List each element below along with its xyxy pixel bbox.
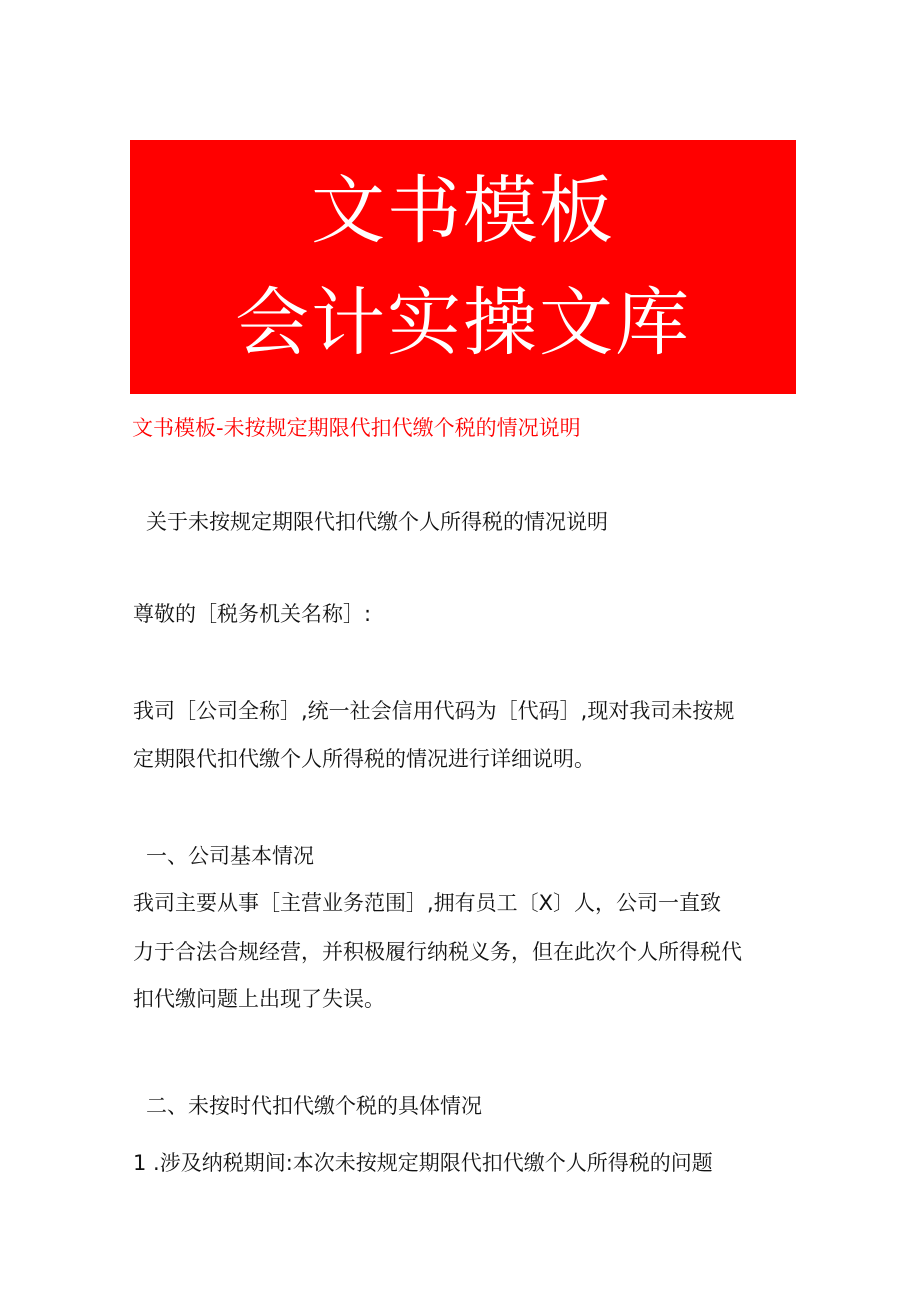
section1-line-2: 力于合法合规经营，并积极履行纳税义务，但在此次个人所得税代 <box>133 940 742 964</box>
section1-line-3: 扣代缴问题上出现了失误。 <box>133 987 385 1011</box>
intro-line-2: 定期限代扣代缴个人所得税的情况进行详细说明。 <box>133 747 595 771</box>
section1-heading: 一、公司基本情况 <box>146 844 314 868</box>
document-title: 关于未按规定期限代扣代缴个人所得税的情况说明 <box>146 510 608 534</box>
title-banner <box>130 140 796 394</box>
section2-heading: 二、未按时代扣代缴个税的具体情况 <box>146 1094 482 1118</box>
banner-title-line2: 会计实操文库 <box>235 280 691 366</box>
intro-line-1: 我司［公司全称］,统一社会信用代码为［代码］,现对我司未按规 <box>133 699 735 723</box>
salutation: 尊敬的［税务机关名称］: <box>133 602 372 626</box>
section2-item-1: 1 .涉及纳税期间:本次未按规定期限代扣代缴个人所得税的问题 <box>133 1151 713 1175</box>
section1-line-1: 我司主要从事［主营业务范围］,拥有员工〔X〕人，公司一直致 <box>133 891 722 915</box>
banner-title-line1: 文书模板 <box>311 168 615 254</box>
document-header: 文书模板-未按规定期限代扣代缴个税的情况说明 <box>132 416 581 440</box>
